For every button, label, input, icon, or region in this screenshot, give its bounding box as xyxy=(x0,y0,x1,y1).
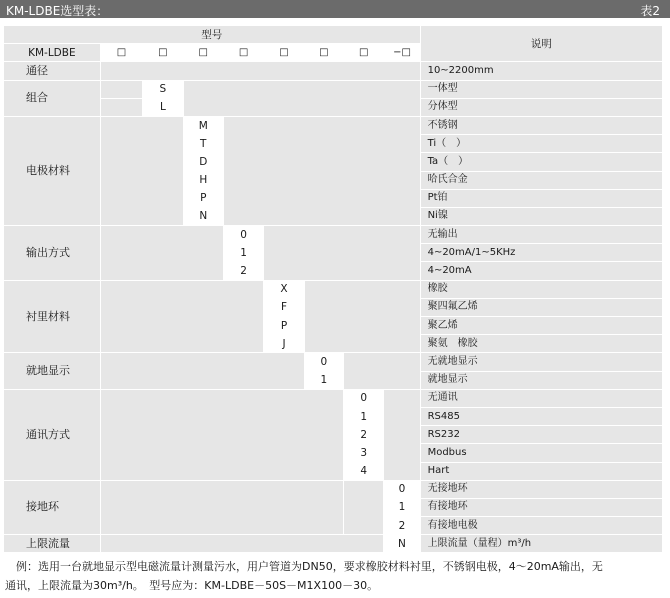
liner-desc: 聚四氟乙烯 xyxy=(420,298,662,316)
liner-desc: 聚氨 橡胶 xyxy=(420,335,662,353)
diameter-label: 通径 xyxy=(4,62,101,80)
output-desc: 4~20mA/1~5KHz xyxy=(420,244,662,262)
comm-code: 0 xyxy=(344,389,384,407)
ground-code: 0 xyxy=(384,480,420,498)
table-row xyxy=(4,226,663,244)
ground-label: 接地环 xyxy=(4,480,101,535)
ground-code: 1 xyxy=(384,498,420,516)
electrode-code: P xyxy=(183,189,223,207)
liner-code: P xyxy=(264,317,304,335)
liner-code: X xyxy=(264,280,304,298)
diameter-desc: 10~2200mm xyxy=(420,62,662,80)
electrode-desc: Pt铂 xyxy=(420,189,662,207)
description-header: 说明 xyxy=(420,26,662,62)
combo-desc: 分体型 xyxy=(420,98,662,116)
table-row xyxy=(4,116,663,134)
title-bar xyxy=(0,0,670,18)
model-header: 型号 xyxy=(4,26,421,44)
code-box: −□ xyxy=(384,44,420,62)
electrode-code: T xyxy=(183,135,223,153)
liner-code: J xyxy=(264,335,304,353)
comm-desc: RS485 xyxy=(420,407,662,425)
combo-label: 组合 xyxy=(4,80,101,116)
example-line-2: 通讯，上限流量为30m³/h。 型号应为：KM-LDBE－50S－M1X100－30。 xyxy=(5,579,379,592)
model-name: KM-LDBE xyxy=(4,44,101,62)
comm-desc: Hart xyxy=(420,462,662,480)
comm-code: 2 xyxy=(344,426,384,444)
code-box: □ xyxy=(344,44,384,62)
ground-desc: 有接地环 xyxy=(420,498,662,516)
output-label: 输出方式 xyxy=(4,226,101,281)
comm-code: 1 xyxy=(344,407,384,425)
display-code: 0 xyxy=(304,353,343,371)
model-header-row xyxy=(4,26,663,44)
table-row xyxy=(4,389,663,407)
display-code: 1 xyxy=(304,371,343,389)
electrode-desc: Ta（ ） xyxy=(420,153,662,171)
output-desc: 无输出 xyxy=(420,226,662,244)
display-label: 就地显示 xyxy=(4,353,101,389)
comm-desc: RS232 xyxy=(420,426,662,444)
table-row xyxy=(4,353,663,371)
code-box: □ xyxy=(304,44,343,62)
display-desc: 就地显示 xyxy=(420,371,662,389)
electrode-desc: 不锈钢 xyxy=(420,116,662,134)
table-row xyxy=(4,280,663,298)
output-desc: 4~20mA xyxy=(420,262,662,280)
example-note xyxy=(5,557,667,595)
ground-desc: 无接地环 xyxy=(420,480,662,498)
liner-desc: 聚乙烯 xyxy=(420,317,662,335)
example-line-1: 例：选用一台就地显示型电磁流量计测量污水，用户管道为DN50，要求橡胶材料衬里，不锈钢电极，4～20mA输出，无 xyxy=(5,560,603,573)
comm-code: 4 xyxy=(344,462,384,480)
code-box: □ xyxy=(264,44,304,62)
electrode-label: 电极材料 xyxy=(4,116,101,225)
code-box: □ xyxy=(183,44,223,62)
table-row xyxy=(4,535,663,553)
output-code: 0 xyxy=(223,226,263,244)
electrode-code: M xyxy=(183,116,223,134)
selection-table xyxy=(3,25,663,553)
code-box: □ xyxy=(223,44,263,62)
electrode-desc: Ni镍 xyxy=(420,207,662,225)
flow-desc: 上限流量（量程）m³/h xyxy=(420,535,662,553)
electrode-desc: 哈氏合金 xyxy=(420,171,662,189)
table-row xyxy=(4,480,663,498)
electrode-desc: Ti（ ） xyxy=(420,135,662,153)
table-row xyxy=(4,80,663,98)
electrode-code: D xyxy=(183,153,223,171)
ground-code: 2 xyxy=(384,517,420,535)
ground-desc: 有接地电极 xyxy=(420,517,662,535)
code-box: □ xyxy=(100,44,143,62)
liner-desc: 橡胶 xyxy=(420,280,662,298)
output-code: 1 xyxy=(223,244,263,262)
table-number: 表2 xyxy=(640,4,660,18)
output-code: 2 xyxy=(223,262,263,280)
comm-code: 3 xyxy=(344,444,384,462)
combo-code: L xyxy=(143,98,183,116)
comm-label: 通讯方式 xyxy=(4,389,101,480)
electrode-code: H xyxy=(183,171,223,189)
table-row xyxy=(4,62,663,80)
code-box: □ xyxy=(143,44,183,62)
flow-code: N xyxy=(384,535,420,553)
flow-label: 上限流量 xyxy=(4,535,101,553)
comm-desc: Modbus xyxy=(420,444,662,462)
table-title: KM-LDBE选型表： xyxy=(6,4,109,18)
combo-code: S xyxy=(143,80,183,98)
liner-label: 衬里材料 xyxy=(4,280,101,353)
display-desc: 无就地显示 xyxy=(420,353,662,371)
combo-desc: 一体型 xyxy=(420,80,662,98)
electrode-code: N xyxy=(183,207,223,225)
liner-code: F xyxy=(264,298,304,316)
comm-desc: 无通讯 xyxy=(420,389,662,407)
